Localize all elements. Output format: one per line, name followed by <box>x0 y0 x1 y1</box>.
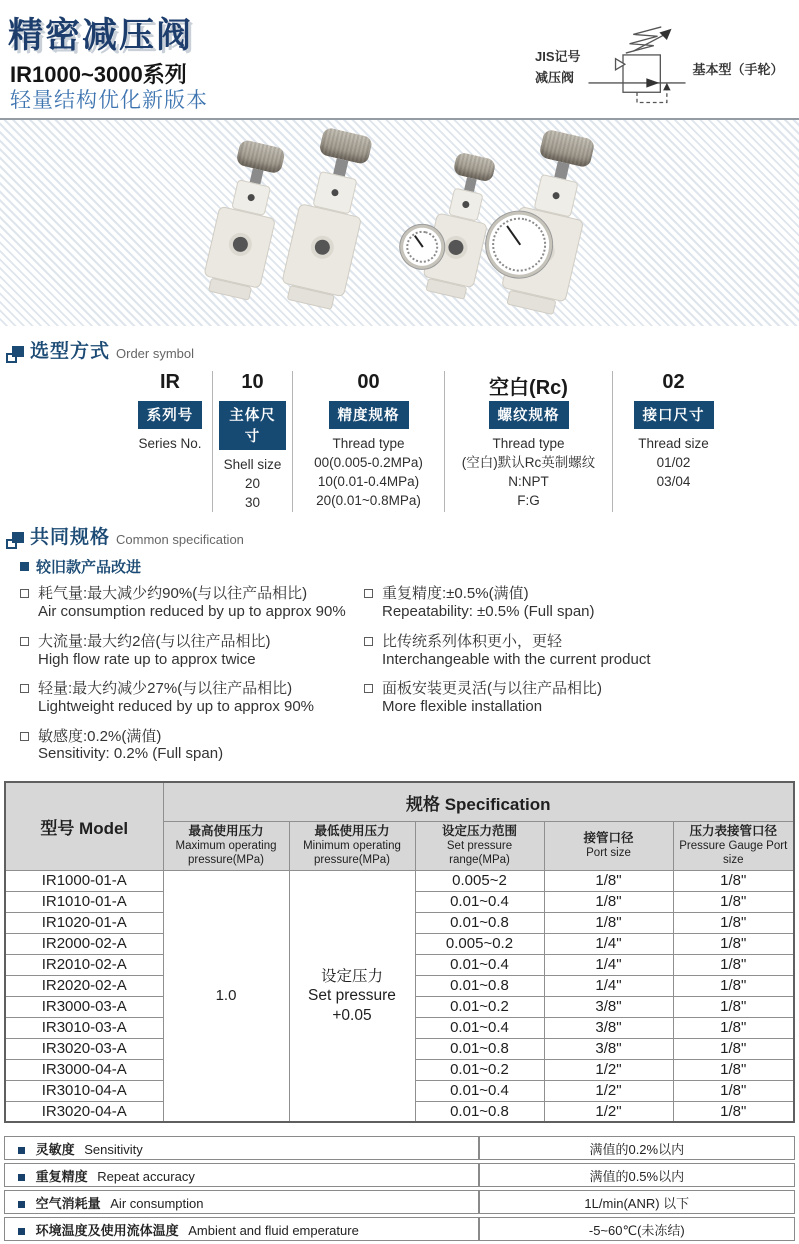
range-cell: 0.01~0.2 <box>415 1059 544 1080</box>
model-cell: IR1010-01-A <box>5 891 163 912</box>
jis-symbol-block <box>535 24 797 112</box>
order-option: N:NPT <box>508 474 549 490</box>
order-symbol-section <box>6 336 799 512</box>
feature-list <box>20 585 799 775</box>
order-code-table <box>128 371 799 512</box>
regulator-large-gauge-icon <box>497 127 602 317</box>
model-cell: IR2010-02-A <box>5 954 163 975</box>
hollow-square-bullet-icon <box>20 732 29 741</box>
summary-row <box>4 1136 795 1160</box>
range-cell: 0.01~0.2 <box>415 996 544 1017</box>
summary-row <box>4 1163 795 1187</box>
filled-square-bullet-icon <box>20 562 29 571</box>
model-cell: IR3010-04-A <box>5 1080 163 1101</box>
filled-square-bullet-icon <box>18 1201 25 1208</box>
page-title: 精密减压阀 <box>8 16 194 55</box>
order-badge: 系列号 <box>138 401 203 429</box>
summary-value-cell: 满值的0.5%以内 <box>479 1163 795 1187</box>
order-badge: 精度规格 <box>329 401 409 429</box>
spec-header-cell: 规格 Specification <box>163 782 794 822</box>
port-cell: 1/2" <box>544 1101 673 1122</box>
model-cell: IR3000-04-A <box>5 1059 163 1080</box>
order-badge: 螺纹规格 <box>489 401 569 429</box>
gauge-port-cell: 1/8" <box>673 912 794 933</box>
summary-row <box>4 1217 795 1241</box>
hollow-square-bullet-icon <box>364 637 373 646</box>
feature-item: 比传统系列体积更小，更轻 Interchangeable with the current product <box>364 633 799 668</box>
model-cell: IR3000-03-A <box>5 996 163 1017</box>
order-option: Thread size <box>638 436 709 451</box>
port-cell: 3/8" <box>544 1017 673 1038</box>
filled-square-bullet-icon <box>18 1174 25 1181</box>
order-col-shell-size <box>212 371 292 512</box>
section-title-en: Common specification <box>116 532 244 548</box>
col-header-min-pressure: 最低使用压力 Minimum operating pressure(MPa) <box>289 822 415 870</box>
port-cell: 1/2" <box>544 1059 673 1080</box>
section-title-cn: 选型方式 <box>30 341 111 362</box>
model-cell: IR1000-01-A <box>5 870 163 891</box>
valve-body <box>281 203 362 297</box>
filled-square-bullet-icon <box>18 1147 25 1154</box>
set-pressure-cell: 设定压力 Set pressure +0.05 <box>289 870 415 1122</box>
order-option: 00(0.005-0.2MPa) <box>314 455 423 471</box>
gauge-port-cell: 1/8" <box>673 954 794 975</box>
order-col-thread <box>444 371 612 512</box>
port-cell: 1/8" <box>544 891 673 912</box>
port-cell: 1/4" <box>544 975 673 996</box>
order-option: (空白)默认Rc英制螺纹 <box>461 455 596 471</box>
port-cell: 3/8" <box>544 1038 673 1059</box>
range-cell: 0.005~2 <box>415 870 544 891</box>
model-cell: IR3020-04-A <box>5 1101 163 1122</box>
range-cell: 0.01~0.4 <box>415 891 544 912</box>
order-option: Series No. <box>138 436 202 451</box>
model-cell: IR2000-02-A <box>5 933 163 954</box>
regulator-plain-large-icon <box>277 125 379 312</box>
gauge-port-cell: 1/8" <box>673 1101 794 1122</box>
model-cell: IR2020-02-A <box>5 975 163 996</box>
gauge-port-cell: 1/8" <box>673 1017 794 1038</box>
section-title-en: Order symbol <box>116 346 195 361</box>
order-symbol-heading <box>6 336 799 363</box>
col-header-max-pressure: 最高使用压力 Maximum operating pressure(MPa) <box>163 822 289 870</box>
range-cell: 0.01~0.4 <box>415 1080 544 1101</box>
summary-value-cell: -5~60℃(未冻结) <box>479 1217 795 1241</box>
hollow-square-bullet-icon <box>20 684 29 693</box>
model-cell: IR3010-03-A <box>5 1017 163 1038</box>
order-option: Thread type <box>332 436 405 451</box>
order-code: IR <box>160 371 180 393</box>
col-header-set-range: 设定压力范围 Set pressure range(MPa) <box>415 822 544 870</box>
pressure-gauge-icon <box>395 220 448 273</box>
jis-type-label: 基本型（手轮） <box>692 61 784 77</box>
feature-item: 重复精度:±0.5%(满值) Repeatability: ±0.5% (Full span) <box>364 585 799 620</box>
order-code: 02 <box>662 371 685 393</box>
order-badge: 接口尺寸 <box>634 401 714 429</box>
range-cell: 0.01~0.8 <box>415 1101 544 1122</box>
pressure-gauge-icon <box>479 205 558 284</box>
summary-table <box>4 1133 795 1244</box>
product-photo-band <box>0 120 799 326</box>
feature-item: 耗气量:最大减少约90%(与以往产品相比) Air consumption reduced by up to approx 90% <box>20 585 352 620</box>
improvement-subheading: 较旧款产品改进 <box>20 556 799 577</box>
max-pressure-cell: 1.0 <box>163 870 289 1122</box>
hollow-square-bullet-icon <box>364 684 373 693</box>
order-code: 00 <box>357 371 380 393</box>
order-code: 10 <box>241 371 264 393</box>
feature-list-left <box>20 585 352 775</box>
port-cell: 1/4" <box>544 954 673 975</box>
order-option: 20 <box>244 476 261 492</box>
gauge-port-cell: 1/8" <box>673 870 794 891</box>
hollow-square-bullet-icon <box>20 589 29 598</box>
range-cell: 0.01~0.4 <box>415 1017 544 1038</box>
order-option: 01/02 <box>656 455 691 471</box>
valve-body <box>203 206 276 289</box>
port-cell: 1/4" <box>544 933 673 954</box>
series-subtitle: 轻量结构优化新版本 <box>10 89 208 112</box>
jis-label-line2: 减压阀 <box>535 70 575 85</box>
gauge-port-cell: 1/8" <box>673 975 794 996</box>
feature-item: 大流量:最大约2倍(与以往产品相比) High flow rate up to approx twice <box>20 633 352 668</box>
common-spec-heading <box>6 522 799 549</box>
gauge-port-cell: 1/8" <box>673 996 794 1017</box>
port-cell: 3/8" <box>544 996 673 1017</box>
gauge-port-cell: 1/8" <box>673 1059 794 1080</box>
table-row <box>5 870 794 891</box>
col-header-gauge-port: 压力表接管口径 Pressure Gauge Port size <box>673 822 794 870</box>
order-option: 30 <box>244 495 261 511</box>
valve-body <box>500 206 583 303</box>
section-squares-icon <box>6 346 24 363</box>
order-option: 03/04 <box>656 474 691 490</box>
order-option: F:G <box>517 493 540 509</box>
filled-square-bullet-icon <box>18 1228 25 1235</box>
hollow-square-bullet-icon <box>20 637 29 646</box>
order-code: 空白(Rc) <box>489 377 568 399</box>
gauge-port-cell: 1/8" <box>673 891 794 912</box>
model-cell: IR3020-03-A <box>5 1038 163 1059</box>
order-col-accuracy <box>292 371 444 512</box>
summary-row <box>4 1190 795 1214</box>
order-badge: 主体尺寸 <box>219 401 286 450</box>
gauge-port-cell: 1/8" <box>673 1038 794 1059</box>
model-cell: IR1020-01-A <box>5 912 163 933</box>
order-option: Thread type <box>492 436 565 451</box>
feature-item: 敏感度:0.2%(满值) Sensitivity: 0.2% (Full span) <box>20 728 352 763</box>
section-squares-icon <box>6 532 24 549</box>
summary-value-cell: 1L/min(ANR) 以下 <box>479 1190 795 1214</box>
feature-item: 轻量:最大约减少27%(与以往产品相比) Lightweight reduced by up to approx 90% <box>20 680 352 715</box>
range-cell: 0.01~0.8 <box>415 975 544 996</box>
valve-body <box>422 212 488 288</box>
order-option: Shell size <box>223 457 282 472</box>
range-cell: 0.005~0.2 <box>415 933 544 954</box>
summary-value-cell: 满值的0.2%以内 <box>479 1136 795 1160</box>
order-option: 20(0.01~0.8MPa) <box>316 493 421 509</box>
port-cell: 1/8" <box>544 912 673 933</box>
summary-label-cell: 空气消耗量 Air consumption <box>4 1190 479 1214</box>
col-header-port-size: 接管口径 Port size <box>544 822 673 870</box>
port-cell: 1/8" <box>544 870 673 891</box>
section-title-cn: 共同规格 <box>30 527 111 549</box>
gauge-port-cell: 1/8" <box>673 1080 794 1101</box>
summary-label-cell: 灵敏度 Sensitivity <box>4 1136 479 1160</box>
series-name: IR1000~3000系列 <box>10 62 187 87</box>
feature-item: 面板安装更灵活(与以往产品相比) More flexible installation <box>364 680 799 715</box>
range-cell: 0.01~0.4 <box>415 954 544 975</box>
header <box>0 0 799 120</box>
range-cell: 0.01~0.8 <box>415 1038 544 1059</box>
spec-table <box>4 781 795 1123</box>
regulator-small-gauge-icon <box>419 150 502 301</box>
order-option: 10(0.01-0.4MPa) <box>317 474 420 490</box>
range-cell: 0.01~0.8 <box>415 912 544 933</box>
regulator-plain-small-icon <box>200 137 292 302</box>
model-header-cell: 型号 Model <box>5 782 163 870</box>
hollow-square-bullet-icon <box>364 589 373 598</box>
order-col-series <box>128 371 212 512</box>
feature-list-right <box>352 585 799 775</box>
jis-label-line1: JIS记号 <box>535 49 581 65</box>
summary-label-cell: 重复精度 Repeat accuracy <box>4 1163 479 1187</box>
common-spec-section <box>6 522 799 775</box>
port-cell: 1/2" <box>544 1080 673 1101</box>
gauge-port-cell: 1/8" <box>673 933 794 954</box>
jis-label <box>535 47 581 89</box>
order-col-port-size <box>612 371 734 512</box>
summary-label-cell: 环境温度及使用流体温度 Ambient and fluid emperature <box>4 1217 479 1241</box>
pressure-regulator-symbol-icon <box>581 24 693 112</box>
